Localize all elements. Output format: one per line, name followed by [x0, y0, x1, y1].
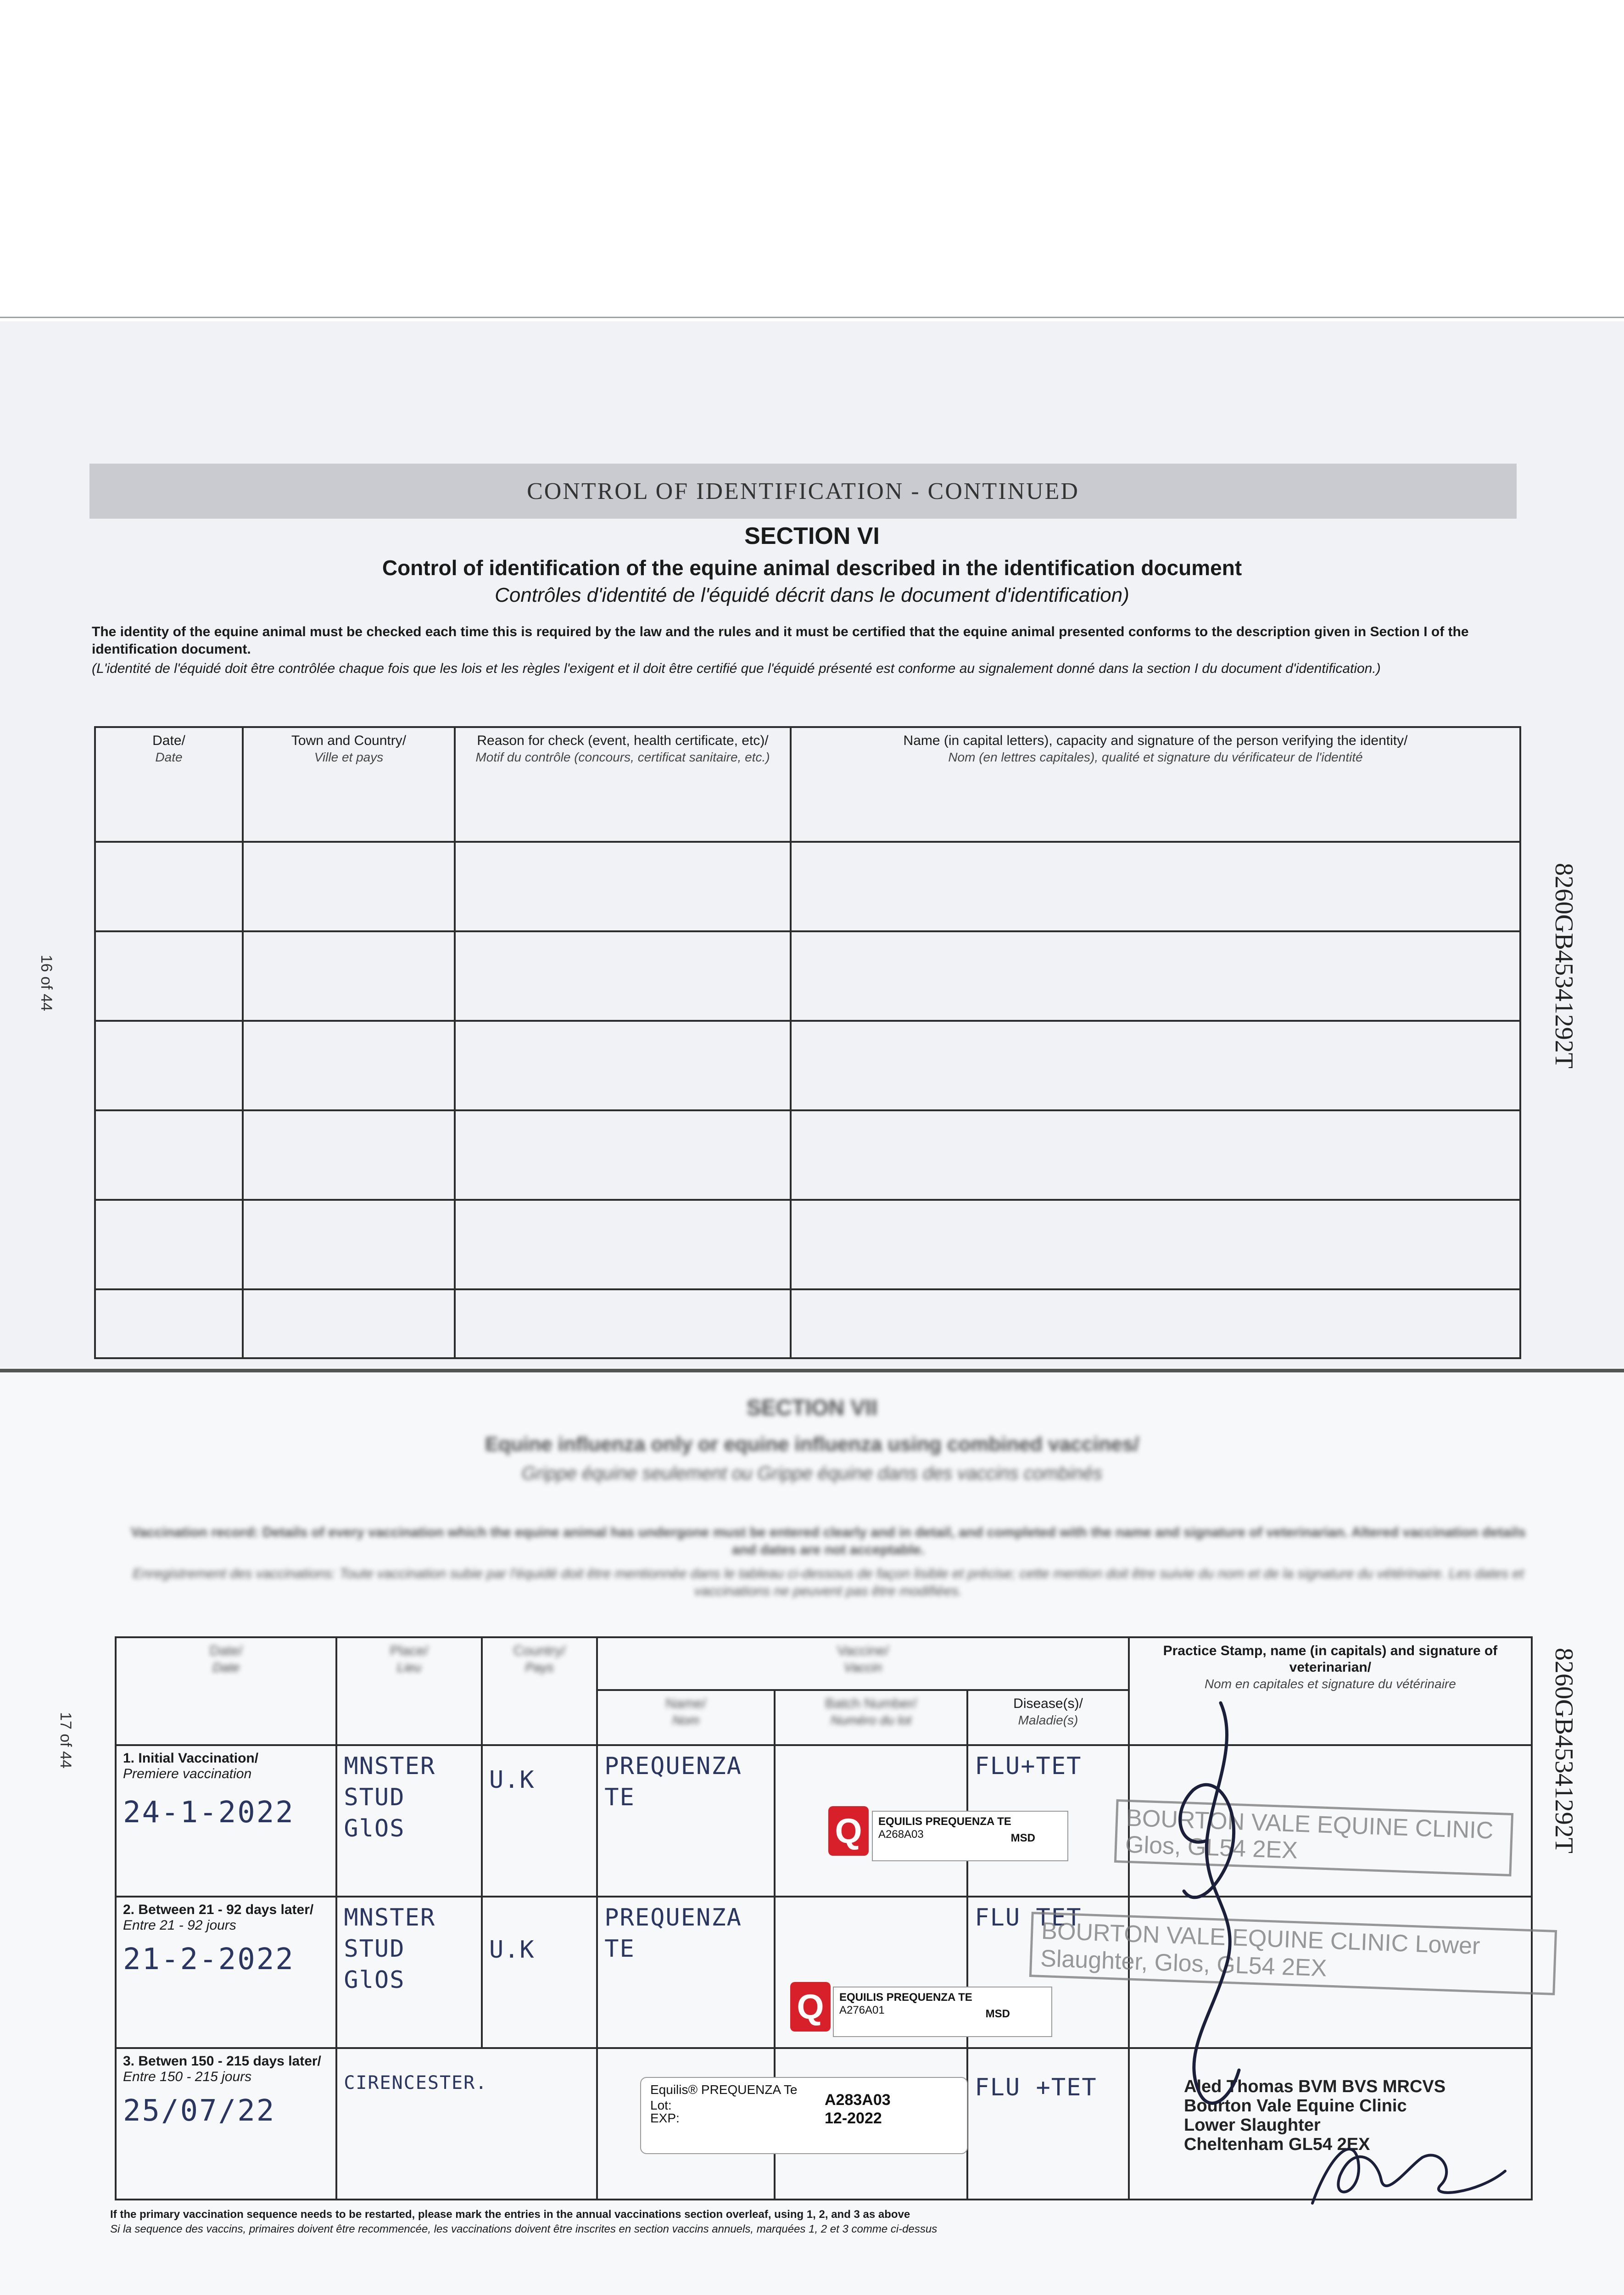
row-3-place: CIRENCESTER.	[336, 2048, 597, 2200]
section-vi-intro: The identity of the equine animal must be checked each time this is required by the law and the rules and it must be certified that the equine animal presented conforms to the description given in Section I of the identification document.	[92, 624, 1469, 657]
row-3-date: 25/07/22	[123, 2094, 276, 2128]
table-row	[95, 1289, 1520, 1358]
q-logo-icon: Q	[828, 1806, 869, 1856]
page-edge-bottom	[0, 1369, 1624, 1372]
col-date: Date/ Date	[116, 1637, 336, 1745]
page-number-17: 17 of 44	[57, 1712, 74, 1769]
table-row	[95, 842, 1520, 931]
footnote-fr: Si la sequence des vaccins, primaires doivent être recommencée, les vaccinations doivent être inscrites en section vaccins annuels, marquées 1, 2 et 3 comme ci-dessus	[110, 2223, 938, 2235]
q-logo-icon: Q	[790, 1982, 831, 2032]
section-vi-heading-fr: Contrôles d'identité de l'équidé décrit dans le document d'identification)	[495, 584, 1129, 606]
row-1-disease: FLU+TET	[967, 1745, 1129, 1897]
vet-signature-small	[1303, 2125, 1514, 2217]
table-header-row	[95, 727, 1520, 842]
col-batch-number: Batch Number/ Numéro du lot	[775, 1690, 967, 1745]
row-1-date: 24-1-2022	[123, 1796, 295, 1830]
row-2-disease: FLU TET	[967, 1897, 1129, 2048]
identity-check-table	[94, 726, 1521, 1359]
passport-number-top: 8260GB45341292T	[1550, 863, 1578, 1069]
row-2-country: U.K	[482, 1897, 597, 2048]
row-3-date-cell: 3. Betwen 150 - 215 days later/ Entre 150 - 215 jours 25/07/22	[116, 2048, 336, 2200]
row-2-place: MNSTER STUD GlOS	[336, 1897, 482, 2048]
section-vi-intro-fr: (L'identité de l'équidé doit être contrôlée chaque fois que les lois et les règles l'exigent et il doit être certifié que l'équidé présenté est conforme au signalement donné dans la section I du document d'identification.)	[92, 661, 1381, 676]
band-title: CONTROL OF IDENTIFICATION - CONTINUED	[527, 478, 1079, 504]
col-verifier: Name (in capital letters), capacity and signature of the person verifying the identity/ Nom (en lettres capitales), qualité et signature du vérificateur de l'identité	[791, 727, 1520, 842]
col-date: Date/ Date	[95, 727, 243, 842]
col-place: Place/ Lieu	[336, 1637, 482, 1745]
section-band	[89, 464, 1517, 519]
vaccine-sticker-2: EQUILIS PREQUENZA TE A276A01 MSD	[833, 1987, 1052, 2037]
table-row	[95, 1021, 1520, 1110]
msd-logo: MSD	[1010, 1832, 1035, 1844]
msd-logo: MSD	[985, 2008, 1010, 2020]
practice-stamp-1: BOURTON VALE EQUINE CLINIC Glos, GL54 2EX	[1114, 1799, 1513, 1876]
table-row	[95, 1200, 1520, 1289]
row-1-place: MNSTER STUD GlOS	[336, 1745, 482, 1897]
passport-number-bottom: 8260GB45341292T	[1550, 1648, 1578, 1853]
vet-name: Aled Thomas BVM BVS MRCVS	[1184, 2077, 1446, 2096]
section-vii-intro: Vaccination record: Details of every vaccination which the equine animal has undergone must be entered clearly and in detail, and completed with the name and signature of veterinarian. Altered vaccination details and dates are not acceptable.	[131, 1525, 1526, 1557]
vet-signature-large	[1101, 1675, 1331, 2134]
row-3-disease: FLU +TET	[967, 2048, 1129, 2200]
row-1-date-cell: 1. Initial Vaccination/ Premiere vaccination 24-1-2022	[116, 1745, 336, 1897]
practice-stamp-2: BOURTON VALE EQUINE CLINIC Lower Slaughter, Glos, GL54 2EX	[1029, 1912, 1557, 1995]
section-vi-heading: Control of identification of the equine animal described in the identification document	[382, 556, 1242, 580]
section-vii-title: SECTION VII	[746, 1396, 878, 1420]
vet-address-line2: Cheltenham GL54 2EX	[1184, 2135, 1370, 2154]
row-1-country: U.K	[482, 1745, 597, 1897]
col-country: Country/ Pays	[482, 1637, 597, 1745]
page-edge-top	[0, 317, 1624, 318]
col-practice-stamp: Practice Stamp, name (in capitals) and signature of veterinarian/ Nom en capitales et signature du vétérinaire	[1129, 1637, 1532, 1745]
col-vaccine-name: Name/ Nom	[597, 1690, 775, 1745]
row-2-date: 21-2-2022	[123, 1942, 295, 1976]
section-vii-heading-fr: Grippe équine seulement ou Grippe équine dans des vaccins combinés	[521, 1463, 1103, 1483]
vet-address-line1: Lower Slaughter	[1184, 2116, 1321, 2135]
col-vaccine: Vaccine/ Vaccin	[597, 1637, 1129, 1690]
row-1-vaccine-name: PREQUENZA TE	[597, 1745, 775, 1897]
row-2-date-cell: 2. Between 21 - 92 days later/ Entre 21 - 92 jours 21-2-2022	[116, 1897, 336, 2048]
footnote-en: If the primary vaccination sequence needs to be restarted, please mark the entries in the annual vaccinations section overleaf, using 1, 2, and 3 as above	[110, 2208, 910, 2221]
vaccine-sticker-1: EQUILIS PREQUENZA TE A268A03 MSD	[872, 1811, 1068, 1861]
table-row	[95, 931, 1520, 1021]
row-2-vaccine-name: PREQUENZA TE	[597, 1897, 775, 2048]
vaccine-sticker-3: Equilis® PREQUENZA Te Lot: EXP: A283A03 12-2022	[640, 2077, 968, 2154]
col-reason: Reason for check (event, health certificate, etc)/ Motif du contrôle (concours, certificat sanitaire, etc.)	[455, 727, 791, 842]
col-town-country: Town and Country/ Ville et pays	[243, 727, 455, 842]
page-number-16: 16 of 44	[38, 955, 55, 1011]
section-vii-intro-fr: Enregistrement des vaccinations: Toute vaccination subie par l'équidé doit être mentionnée dans le tableau ci-dessous de façon lisible et précise; cette mention doit être suivie du nom et de la signature du vétérinaire. Les dates et vaccinations ne peuvent pas être modifiées.	[133, 1566, 1524, 1599]
table-row	[95, 1110, 1520, 1200]
section-vi-title: SECTION VI	[744, 523, 880, 549]
section-vii-heading: Equine influenza only or equine influenza using combined vaccines/	[485, 1433, 1139, 1455]
col-disease: Disease(s)/ Maladie(s)	[967, 1690, 1129, 1745]
vet-practice: Bourton Vale Equine Clinic	[1184, 2096, 1407, 2116]
